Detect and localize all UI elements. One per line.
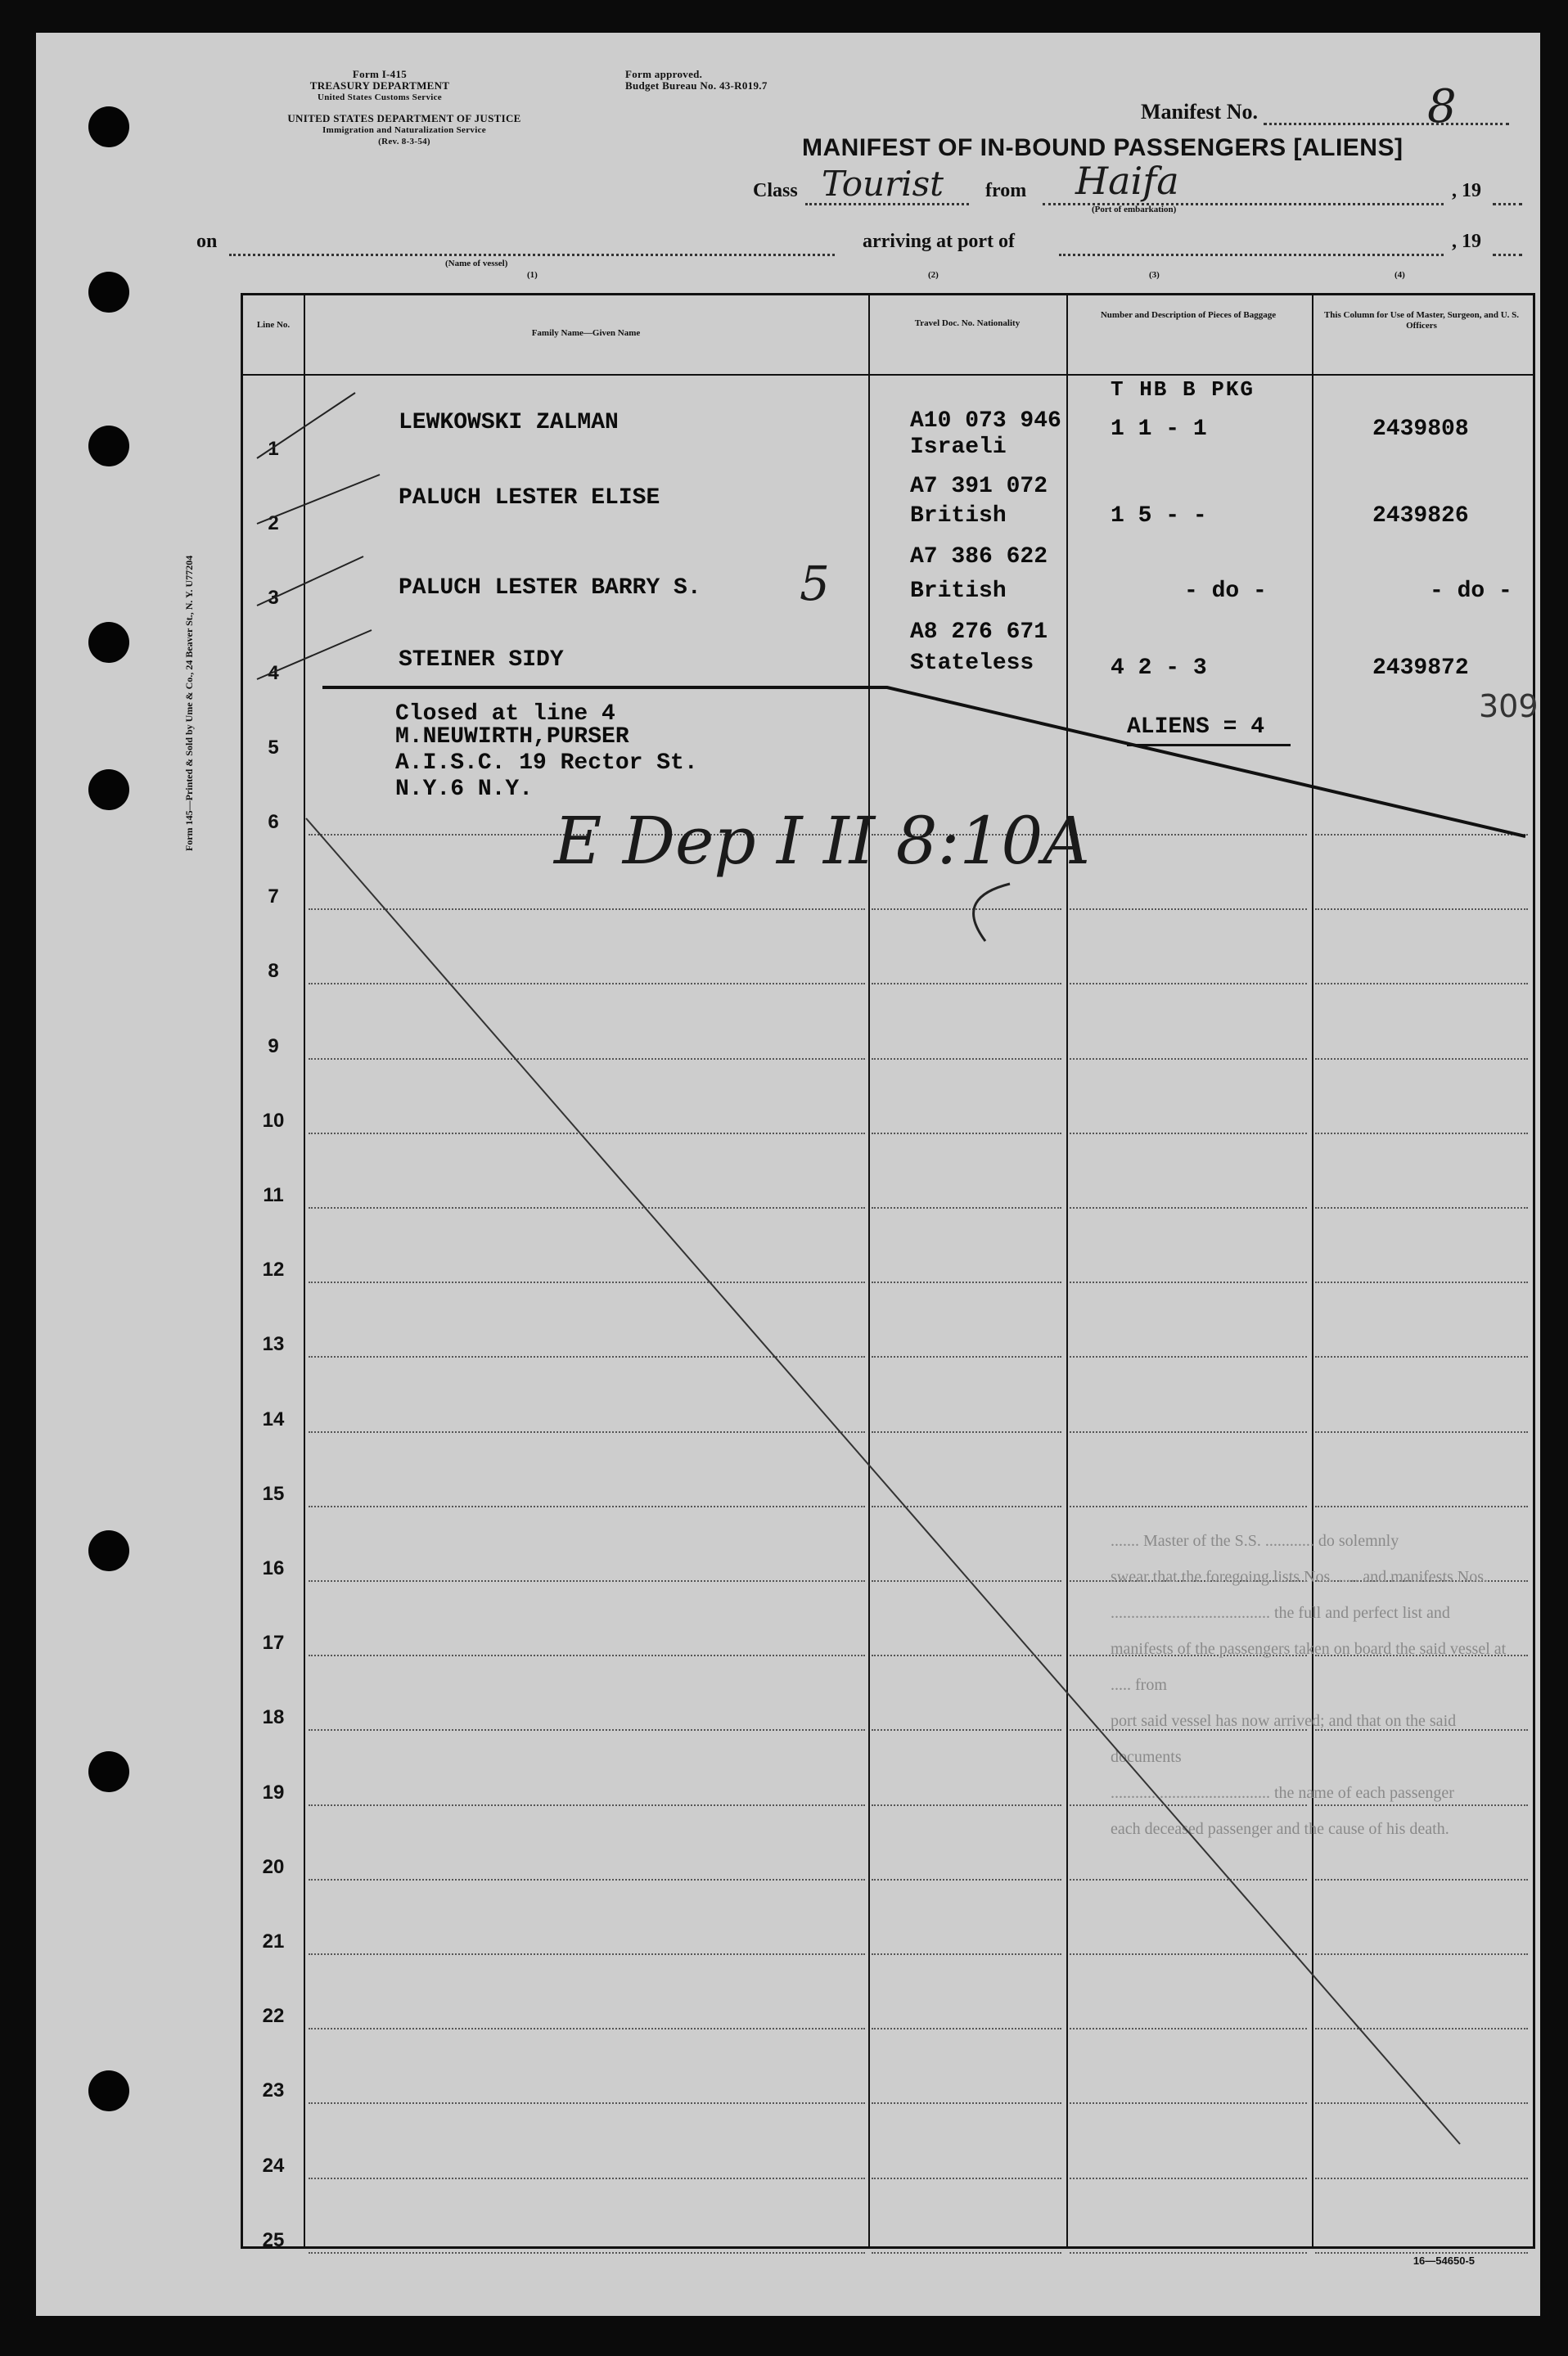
row-4-doc: A8 276 671 — [910, 619, 1048, 645]
row-1-nationality: Israeli — [910, 435, 1007, 460]
line-number: 11 — [263, 1184, 284, 1206]
line-number: 14 — [262, 1408, 285, 1430]
bleed-through-text: ....... Master of the S.S. ............ do solemnly swear that the foregoing lists Nos. ..... and manifests Nos. ....................................... the full and perfect list and manifests of the passengers taken on board the said vessel at ..... from port said vessel has now arrived; and that on the said documents ....................................... the name of each passenger each deceased passenger and the cause of his death. — [1111, 1532, 1507, 1838]
row-1-name: LEWKOWSKI ZALMAN — [399, 410, 619, 435]
baggage-subheader: T HB B PKG — [1111, 377, 1255, 402]
line-number: 6 — [268, 811, 279, 833]
line-number: 24 — [262, 2154, 285, 2177]
class-label: Class — [753, 180, 798, 201]
line-number: 8 — [268, 960, 279, 983]
on-label: on — [196, 231, 218, 252]
closing-purser: M.NEUWIRTH,PURSER — [395, 724, 629, 750]
row-3-nationality: British — [910, 579, 1007, 604]
line-number: 17 — [262, 1632, 285, 1655]
line-number: 12 — [262, 1259, 285, 1282]
form-number: Form I-415 — [352, 68, 408, 80]
line-number: 25 — [262, 2228, 285, 2251]
handwritten-mark — [974, 884, 1010, 941]
closing-line — [322, 687, 1525, 836]
row-1-officer: 2439808 — [1372, 417, 1469, 442]
row-4-officer: 2439872 — [1372, 655, 1469, 681]
check-mark — [257, 475, 380, 524]
row-4-baggage: 4 2 - 3 — [1111, 655, 1207, 681]
form-approved: Form approved. — [625, 68, 703, 80]
ins-service: Immigration and Naturalization Service — [322, 125, 486, 135]
row-3-doc: A7 386 622 — [910, 544, 1048, 570]
col-header-officers: This Column for Use of Master, Surgeon, and U. S. Officers — [1323, 310, 1520, 331]
from-value: Haifa — [1075, 159, 1179, 203]
diagonal-cancel-line — [306, 818, 1460, 2144]
row-2-name: PALUCH LESTER ELISE — [399, 485, 660, 511]
handwritten-inspection-note: E Dep I II 8:10A — [554, 803, 1091, 879]
arriving-label: arriving at port of — [863, 231, 1015, 252]
line-number: 10 — [262, 1109, 285, 1132]
col-number-1: (1) — [527, 270, 538, 280]
treasury-dept: TREASURY DEPARTMENT — [309, 79, 450, 92]
year-label-2: , 19 — [1452, 231, 1481, 252]
manifest-no-label: Manifest No. — [1141, 100, 1258, 124]
line-number: 21 — [262, 1930, 285, 1953]
col-header-travel-doc: Travel Doc. No. Nationality — [914, 318, 1021, 328]
line-number: 16 — [262, 1557, 285, 1579]
revision: (Rev. 8-3-54) — [378, 137, 430, 146]
printer-imprint: Form 145—Printed & Sold by Ume & Co., 24 Beaver St., N. Y. U77204 — [183, 555, 195, 851]
check-mark — [257, 556, 363, 606]
col-header-name: Family Name—Given Name — [531, 328, 641, 338]
row-1-doc: A10 073 946 — [910, 408, 1061, 434]
row-4-nationality: Stateless — [910, 651, 1034, 676]
justice-dept: UNITED STATES DEPARTMENT OF JUSTICE — [287, 112, 521, 124]
budget-bureau: Budget Bureau No. 43-R019.7 — [625, 79, 768, 92]
manifest-page — [36, 33, 1540, 2316]
line-number: 2 — [268, 512, 279, 535]
row-2-doc: A7 391 072 — [910, 474, 1048, 499]
closing-line-1: Closed at line 4 — [395, 701, 615, 727]
row-1-baggage: 1 1 - 1 — [1111, 417, 1207, 442]
vessel-caption: (Name of vessel) — [445, 259, 508, 268]
row-4-name: STEINER SIDY — [399, 647, 564, 673]
line-number: 18 — [262, 1706, 285, 1729]
line-number: 23 — [262, 2079, 285, 2102]
line-number: 5 — [268, 736, 279, 759]
row-3-name: PALUCH LESTER BARRY S. — [399, 575, 701, 601]
row-2-nationality: British — [910, 503, 1007, 529]
aliens-total: ALIENS = 4 — [1127, 714, 1265, 740]
port-embark-caption: (Port of embarkation) — [1092, 205, 1177, 214]
col-number-4: (4) — [1395, 270, 1405, 280]
form-print-number: 16—54650-5 — [1413, 2255, 1475, 2267]
stamp-number: 309 — [1479, 688, 1539, 724]
line-number: 19 — [262, 1781, 285, 1804]
check-mark — [257, 393, 355, 458]
closing-address: A.I.S.C. 19 Rector St. — [395, 750, 698, 776]
col-number-3: (3) — [1149, 270, 1160, 280]
year-label: , 19 — [1452, 180, 1481, 201]
line-number: 9 — [268, 1034, 279, 1057]
col-header-baggage: Number and Description of Pieces of Baggage — [1100, 310, 1277, 320]
line-number: 7 — [268, 885, 279, 908]
col-header-line-no: Line No. — [256, 320, 291, 330]
row-2-officer: 2439826 — [1372, 503, 1469, 529]
row-3-baggage: - do - — [1184, 579, 1267, 604]
line-number: 3 — [268, 587, 279, 610]
annotation-strokes — [36, 33, 1540, 2316]
page-title: MANIFEST OF IN-BOUND PASSENGERS [ALIENS] — [802, 134, 1404, 161]
line-number: 22 — [262, 2005, 285, 2028]
handwritten-5: 5 — [800, 556, 830, 611]
line-number: 15 — [262, 1482, 285, 1505]
customs-service: United States Customs Service — [318, 92, 442, 102]
class-value: Tourist — [822, 164, 944, 204]
from-label: from — [985, 180, 1027, 201]
closing-city: N.Y.6 N.Y. — [395, 777, 534, 802]
manifest-no-value: 8 — [1427, 80, 1457, 133]
row-2-baggage: 1 5 - - — [1111, 503, 1207, 529]
line-number: 4 — [268, 661, 279, 684]
line-number: 20 — [262, 1855, 285, 1878]
line-number: 13 — [262, 1333, 285, 1356]
line-number: 1 — [268, 438, 279, 460]
check-mark — [257, 630, 372, 679]
col-number-2: (2) — [928, 270, 939, 280]
row-3-officer: - do - — [1430, 579, 1512, 604]
